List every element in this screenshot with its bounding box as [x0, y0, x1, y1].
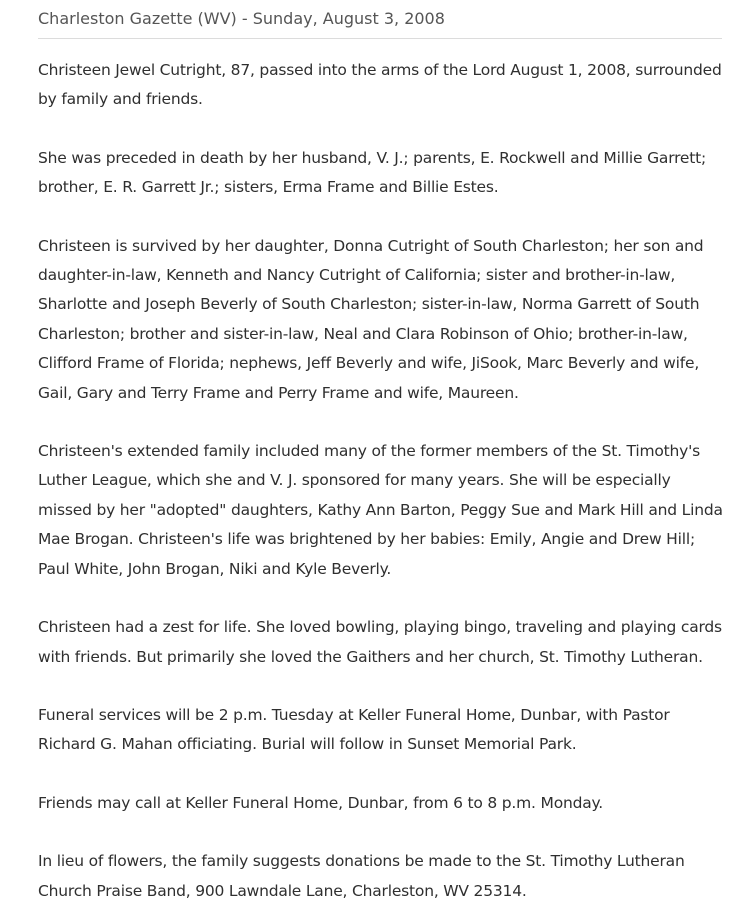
paragraph-donations: In lieu of flowers, the family suggests donations be made to the St. Timothy Lutheran Church Praise Band, 900 Lawndale Lane, Charleston, WV 25314. [38, 852, 685, 900]
paragraph-funeral-services: Funeral services will be 2 p.m. Tuesday at Keller Funeral Home, Dunbar, with Pastor Richard G. Mahan officiating. Burial will follow in Sunset Memorial Park. [38, 705, 670, 754]
obituary-body [38, 56, 726, 906]
paragraph-intro: Christeen Jewel Cutright, 87, passed into the arms of the Lord August 1, 2008, surrounded by family and friends. [38, 61, 722, 109]
paragraph-zest-for-life: Christeen had a zest for life. She loved bowling, playing bingo, traveling and playing cards with friends. But primarily she loved the Gaithers and her church, St. Timothy Lutheran. [38, 618, 722, 666]
paragraph-extended-family: Christeen's extended family included many of the former members of the St. Timothy's Luther League, which she and V. J. sponsored for many years. She will be especially missed by her "adopted" daughters, Kathy Ann Barton, Peggy Sue and Mark Hill and Linda Mae Brogan. Christeen's life was brightened by her babies: Emily, Angie and Drew Hill; Paul White, John Brogan, Niki and Kyle Beverly. [38, 442, 723, 578]
paragraph-visitation: Friends may call at Keller Funeral Home, Dunbar, from 6 to 8 p.m. Monday. [38, 793, 604, 812]
source-date-line: Charleston Gazette (WV) - Sunday, August 3, 2008 [38, 9, 445, 28]
paragraph-preceded-in-death: She was preceded in death by her husband, V. J.; parents, E. Rockwell and Millie Garrett; brother, E. R. Garrett Jr.; sisters, Erma Frame and Billie Estes. [38, 148, 707, 197]
paragraph-survived-by: Christeen is survived by her daughter, Donna Cutright of South Charleston; her son and daughter-in-law, Kenneth and Nancy Cutright of California; sister and brother-in-law, Sharlotte and Joseph Beverly of South Charleston; sister-in-law, Norma Garrett of South Charleston; brother and sister-in-law, Neal and Clara Robinson of Ohio; brother-in-law, Clifford Frame of Florida; nephews, Jeff Beverly and wife, JiSook, Marc Beverly and wife, Gail, Gary and Terry Frame and Perry Frame and wife, Maureen. [38, 236, 704, 402]
header-divider [38, 38, 722, 39]
